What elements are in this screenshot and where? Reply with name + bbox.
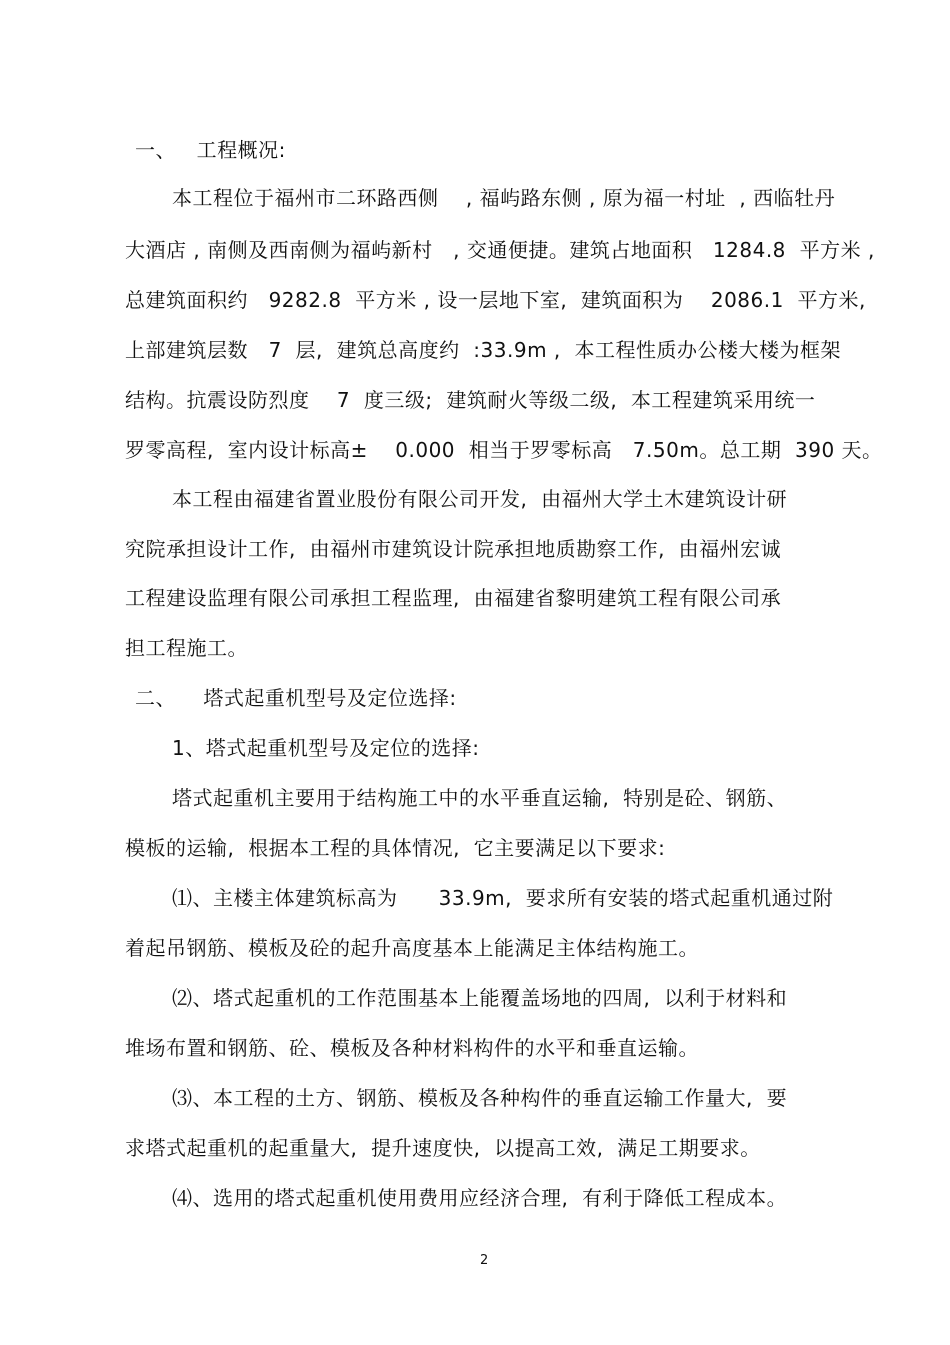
section-2-subheading: 1、塔式起重机型号及定位的选择: xyxy=(172,736,480,760)
section-2-heading: 二、 塔式起重机型号及定位选择: xyxy=(135,686,457,710)
item-2-line-2: 堆场布置和钢筋、砼、模板及各种材料构件的水平和垂直运输。 xyxy=(125,1036,699,1060)
para1-line-6: 罗零高程, 室内设计标高± 0.000 相当于罗零标高 7.50m。总工期 390 天。 xyxy=(125,438,883,462)
page-number: 2 xyxy=(480,1253,489,1268)
para1-line-3: 总建筑面积约 9282.8 平方米 , 设一层地下室, 建筑面积为 2086.1 平方米, xyxy=(125,288,866,312)
para1-line-5: 结构。抗震设防烈度 7 度三级; 建筑耐火等级二级, 本工程建筑采用统一 xyxy=(125,388,816,412)
para1-line-1: 本工程位于福州市二环路西侧 , 福屿路东侧 , 原为福一村址 , 西临牡丹 xyxy=(172,186,836,210)
item-3-line-1: ⑶、本工程的土方、钢筋、模板及各种构件的垂直运输工作量大, 要 xyxy=(172,1086,788,1110)
para2-line-3: 工程建设监理有限公司承担工程监理, 由福建省黎明建筑工程有限公司承 xyxy=(125,586,782,610)
intro-line-2: 模板的运输, 根据本工程的具体情况, 它主要满足以下要求: xyxy=(125,836,666,860)
item-3-line-2: 求塔式起重机的起重量大, 提升速度快, 以提高工效, 满足工期要求。 xyxy=(125,1136,761,1160)
para1-line-2: 大酒店 , 南侧及西南侧为福屿新村 , 交通便捷。建筑占地面积 1284.8 平方米 , xyxy=(125,238,875,262)
para2-line-1: 本工程由福建省置业股份有限公司开发, 由福州大学土木建筑设计研 xyxy=(172,487,788,511)
item-1-line-1: ⑴、主楼主体建筑标高为 33.9m, 要求所有安装的塔式起重机通过附 xyxy=(172,886,834,910)
intro-line-1: 塔式起重机主要用于结构施工中的水平垂直运输, 特别是砼、钢筋、 xyxy=(172,786,788,810)
section-1-heading: 一、 工程概况: xyxy=(135,138,286,162)
para2-line-2: 究院承担设计工作, 由福州市建筑设计院承担地质勘察工作, 由福州宏诚 xyxy=(125,537,782,561)
para1-line-4: 上部建筑层数 7 层, 建筑总高度约 :33.9m , 本工程性质办公楼大楼为框架 xyxy=(125,338,841,362)
para2-line-4: 担工程施工。 xyxy=(125,636,248,660)
item-1-line-2: 着起吊钢筋、模板及砼的起升高度基本上能满足主体结构施工。 xyxy=(125,936,699,960)
item-4-line-1: ⑷、选用的塔式起重机使用费用应经济合理, 有利于降低工程成本。 xyxy=(172,1186,788,1210)
item-2-line-1: ⑵、塔式起重机的工作范围基本上能覆盖场地的四周, 以利于材料和 xyxy=(172,986,788,1010)
